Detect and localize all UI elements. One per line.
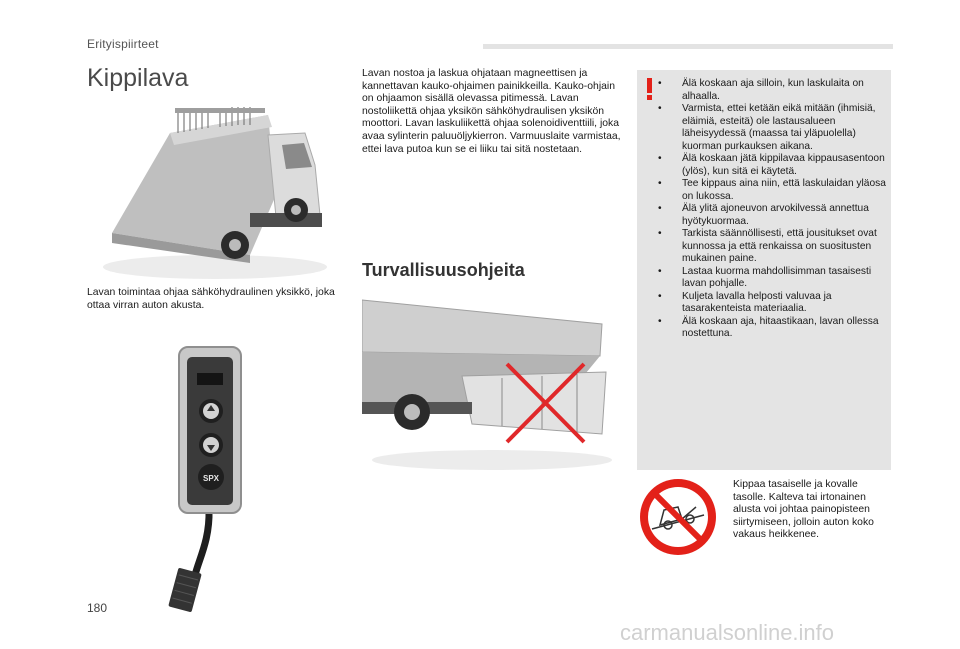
level-ground-tip: Kippaa tasaiselle ja kovalle tasolle. Kalteva tai irtonainen alusta voi johtaa painopisteen siirtymiseen, jolloin auton koko vakaus heikkenee. xyxy=(733,479,874,541)
warning-item: • Tee kippaus aina niin, että laskulaidan yläosa on lukossa. xyxy=(650,178,888,203)
no-slope-tipping-icon xyxy=(638,477,718,557)
remote-label: SPX xyxy=(202,474,220,483)
warning-item: • Älä ylitä ajoneuvon arvokilvessä annettua hyötykuormaa. xyxy=(650,203,888,228)
warning-item: • Älä koskaan jätä kippilavaa kippausasentoon (ylös), kun sitä ei käytetä. xyxy=(650,153,888,178)
warning-item: • Varmista, ettei ketään eikä mitään (ihmisiä, eläimiä, esteitä) ole lastausalueen läheisyydessä (maassa tai yläpuolella) kuorman purkauksen aikana. xyxy=(650,103,888,153)
hydraulic-unit-description: Lavan toimintaa ohjaa sähköhydraulinen yksikkö, joka ottaa virran auton akusta. xyxy=(87,287,335,311)
open-tailgate-illustration xyxy=(362,292,612,472)
remote-control-illustration xyxy=(165,345,250,615)
header-rule xyxy=(483,44,893,49)
safety-heading: Turvallisuusohjeita xyxy=(362,260,525,280)
warning-list xyxy=(650,78,888,341)
warning-item: • Kuljeta lavalla helposti valuvaa ja tasarakenteista materiaalia. xyxy=(650,291,888,316)
warning-item: • Älä koskaan aja, hitaastikaan, lavan ollessa nostettuna. xyxy=(650,316,888,341)
tipper-truck-illustration xyxy=(100,105,330,280)
section-label: Erityispiirteet xyxy=(87,37,159,51)
warning-item: • Lastaa kuorma mahdollisimman tasaisesti lavan pohjalle. xyxy=(650,266,888,291)
watermark: carmanualsonline.info xyxy=(620,620,835,645)
warning-item: • Älä koskaan aja silloin, kun laskulaita on alhaalla. xyxy=(650,78,888,103)
tipper-control-description: Lavan nostoa ja laskua ohjataan magneettisen ja kannettavan kauko-ohjaimen painikkeilla. Kauko-ohjain on ohjaamon sisällä olevassa pitimessä. Lavan nostoliikettä ohjaa yksikön sähköhydraulisen yksikön moottori. Lavan laskuliikettä ohjaa solenoidiventtiili, joka avaa sylinterin paluuöljykierron. Varmuuslaite varmistaa, ettei lava putoa kun se ei liiku tai sitä nostetaan. xyxy=(362,68,621,155)
page-title: Kippilava xyxy=(87,64,189,92)
warning-item: • Tarkista säännöllisesti, että jousitukset ovat kunnossa ja että renkaissa on suositusten mukainen paine. xyxy=(650,228,888,266)
page-number: 180 xyxy=(87,601,108,615)
